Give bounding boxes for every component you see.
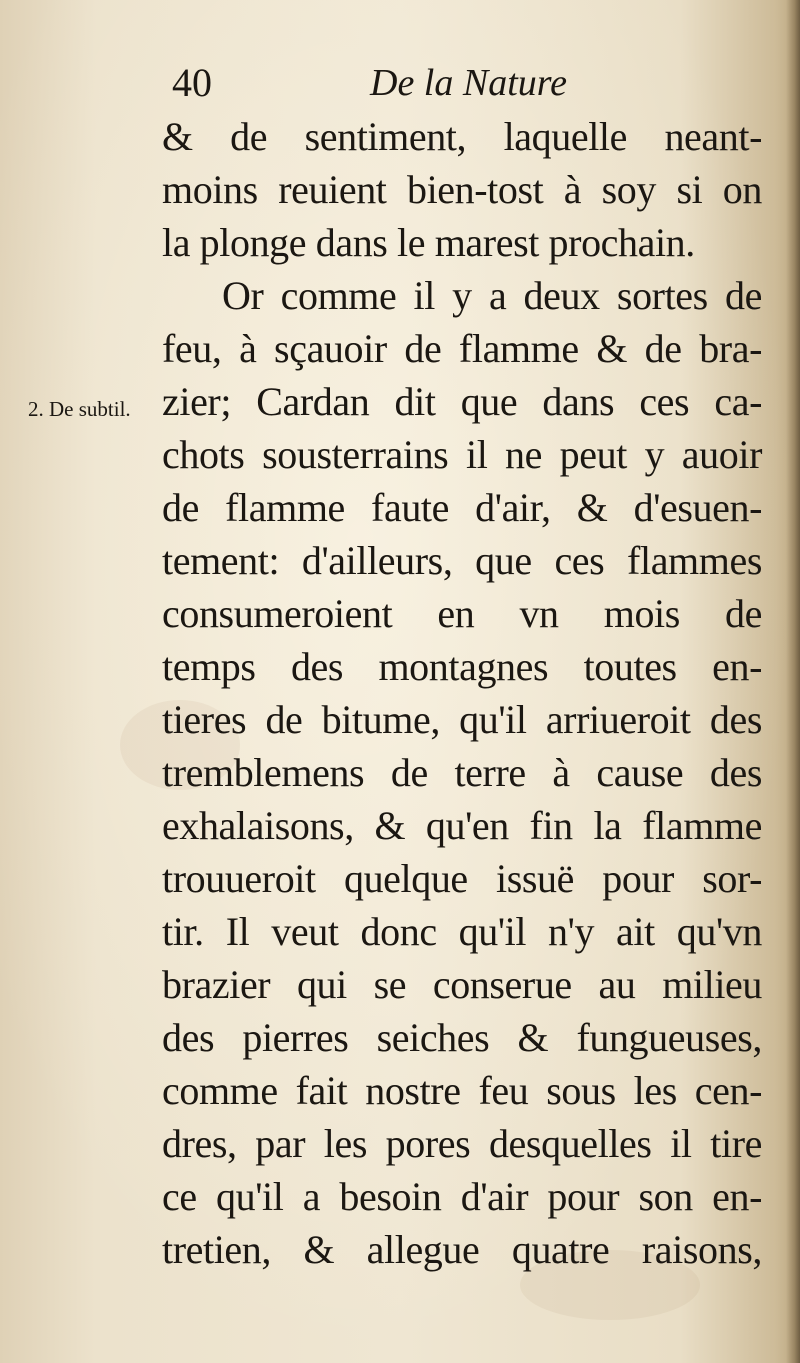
text-line: la plonge dans le marest prochain. xyxy=(162,220,695,265)
running-head xyxy=(172,58,612,108)
text-line: dres, par les pores desquelles il tire xyxy=(162,1121,762,1166)
text-line: consumeroient en vn mois de xyxy=(162,591,762,636)
text-line: de flamme faute d'air, & d'esuen- xyxy=(162,485,762,530)
text-line: trouueroit quelque issuë pour sor- xyxy=(162,856,762,901)
text-line: tir. Il veut donc qu'il n'y ait qu'vn xyxy=(162,909,762,954)
gutter-shadow xyxy=(786,0,800,1363)
text-line: tieres de bitume, qu'il arriueroit des xyxy=(162,697,762,742)
text-line: moins reuient bien-tost à soy si on xyxy=(162,167,762,212)
text-line: ce qu'il a besoin d'air pour son en- xyxy=(162,1174,762,1219)
text-line: tement: d'ailleurs, que ces flammes xyxy=(162,538,762,583)
marginal-note: 2. De subtil. xyxy=(28,397,131,421)
text-line: brazier qui se conserue au milieu xyxy=(162,962,762,1007)
running-title: De la Nature xyxy=(370,62,568,104)
text-line: tretien, & allegue quatre raisons, xyxy=(162,1227,762,1272)
text-line: tremblemens de terre à cause des xyxy=(162,750,762,795)
text-line: des pierres seiches & fungueuses, xyxy=(162,1015,762,1060)
text-line: & de sentiment, laquelle neant- xyxy=(162,114,762,159)
text-line: zier; Cardan dit que dans ces ca- xyxy=(162,379,762,424)
text-line: temps des montagnes toutes en- xyxy=(162,644,762,689)
text-line: Or comme il y a deux sortes de xyxy=(222,273,762,318)
text-line: feu, à sçauoir de flamme & de bra- xyxy=(162,326,762,371)
text-line: exhalaisons, & qu'en fin la flamme xyxy=(162,803,762,848)
text-line: comme fait nostre feu sous les cen- xyxy=(162,1068,762,1113)
body-text xyxy=(162,110,762,1276)
page-number: 40 xyxy=(172,60,212,105)
text-line: chots sousterrains il ne peut y auoir xyxy=(162,432,762,477)
